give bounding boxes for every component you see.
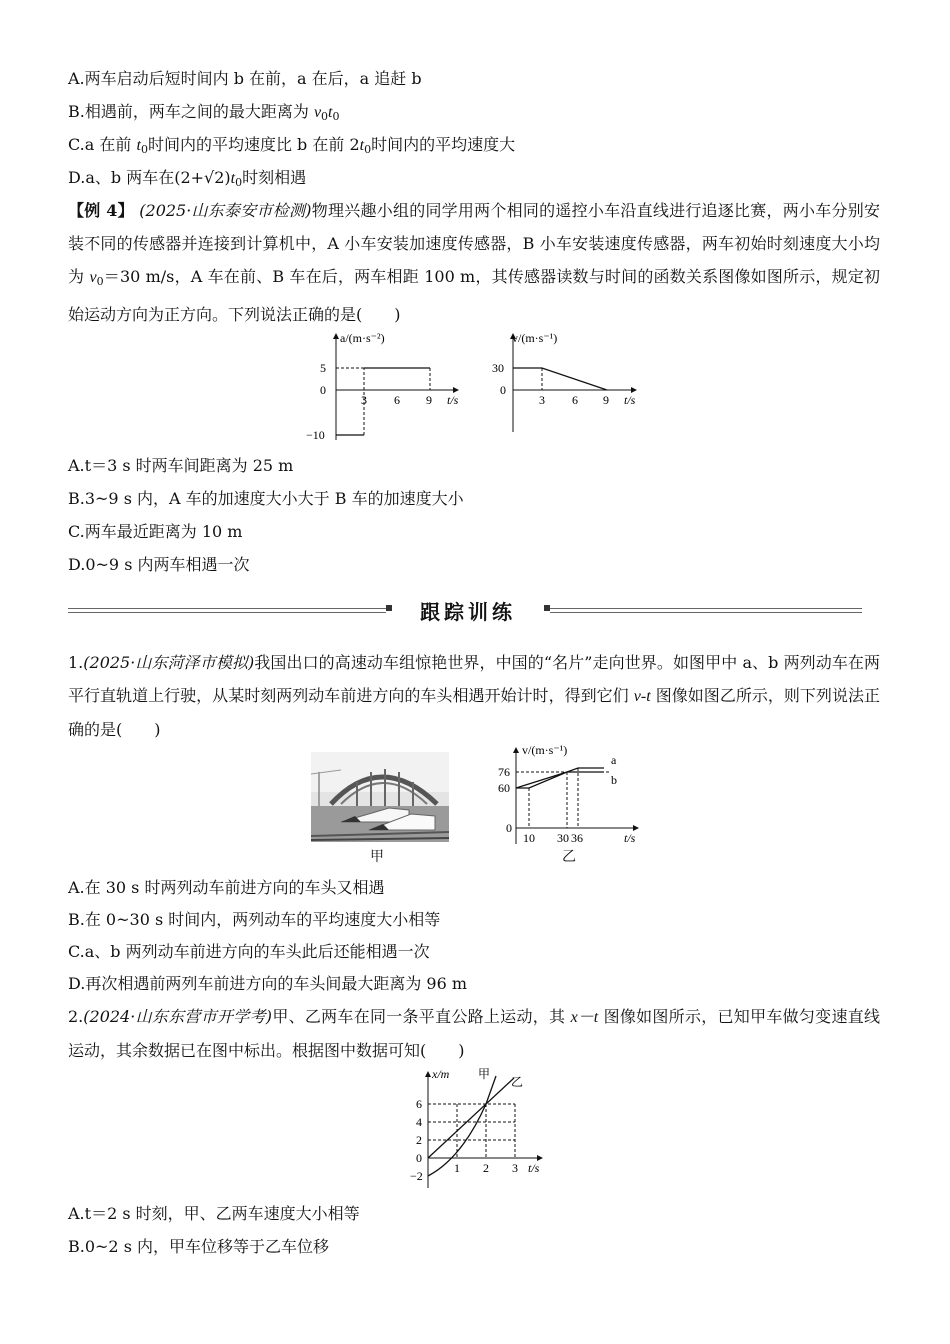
prev-option-d: D.a、b 两车在$(2+√2)t_0$时刻相遇 — [68, 168, 307, 189]
yi-label: 乙 — [511, 1075, 524, 1089]
tick-10: 10 — [523, 831, 535, 845]
example-4-stem: 【例 4】 (2025·山东泰安市检测)物理兴趣小组的同学用两个相同的遥控小车沿直线进行追逐比赛，两小车分别安装不同的传感器并连接到计算机中，A 小车安装加速度传感器，B 小车安装速度传感器，两车初始时刻速度大小均为 $v_0=30$ m/s，A 车在前、B 车在后，两车相距 100 m，其传感器读数与时间的函数关系图像如图所示，规定初始运动方向为正方向。下列说法正确的是( ) — [68, 201, 881, 324]
figure-jia-caption: 甲 — [370, 849, 384, 865]
y-axis-label: a/(m·s⁻²) — [340, 331, 385, 345]
example-4-option-a: A.t＝3 s 时两车间距离为 25 m — [68, 456, 294, 475]
section-rule-right — [550, 608, 862, 613]
prev-option-b: B.相遇前，两车之间的最大距离为 $v_0t_0$ — [68, 102, 340, 123]
tick-30: 30 — [557, 831, 569, 845]
y-axis-label: v/(m·s⁻¹) — [512, 331, 558, 345]
tick-5: 5 — [320, 361, 326, 375]
prev-option-c: C.a 在前 $t_0$时间内的平均速度比 b 在前 $2t_0$时间内的平均速度大 — [68, 135, 516, 156]
prev-option-a: A.两车启动后短时间内 b 在前，a 在后，a 追赶 b — [68, 69, 422, 88]
series-v — [513, 368, 607, 390]
tick-76: 76 — [498, 765, 510, 779]
x-axis-label: t/s — [624, 393, 636, 407]
train-velocity-graph — [492, 742, 644, 846]
tick-0: 0 — [500, 383, 506, 397]
jia-label: 甲 — [478, 1067, 491, 1081]
question-1-option-b: B.在 0~30 s 时间内，两列动车的平均速度大小相等 — [68, 910, 441, 929]
series-b-label: b — [611, 773, 617, 787]
tick-6: 6 — [572, 393, 578, 407]
tick-2: 2 — [483, 1161, 489, 1175]
question-2-option-a: A.t＝2 s 时刻，甲、乙两车速度大小相等 — [68, 1204, 360, 1223]
example-tag: 【例 4】 — [68, 201, 134, 220]
tick-0: 0 — [320, 383, 326, 397]
train-bridge-illustration — [311, 752, 449, 842]
tick-9: 9 — [603, 393, 609, 407]
tick-neg10: −10 — [306, 428, 325, 442]
tick-0: 0 — [416, 1151, 422, 1165]
tick-6: 6 — [394, 393, 400, 407]
sqrt-expression: √2 — [204, 168, 225, 187]
section-dot-left — [386, 605, 392, 611]
figure-yi-caption: 乙 — [562, 849, 576, 865]
example-4-option-c: C.两车最近距离为 10 m — [68, 522, 243, 541]
x-axis-label: t/s — [528, 1161, 540, 1175]
question-1-stem: 1.(2025·山东菏泽市模拟)我国出口的高速动车组惊艳世界，中国的“名片”走向世界。如图甲中 a、b 两列动车在两平行直轨道上行驶，从某时刻两列动车前进方向的车头相遇开始计时，得到它们 v-t 图像如图乙所示，则下列说法正确的是( ) — [68, 653, 880, 739]
position-time-graph — [408, 1066, 548, 1192]
tick-2: 2 — [416, 1133, 422, 1147]
question-1-option-c: C.a、b 两列动车前进方向的车头此后还能相遇一次 — [68, 942, 430, 961]
series-a-label: a — [611, 753, 617, 767]
question-1-option-d: D.再次相遇前两列车前进方向的车头间最大距离为 96 m — [68, 974, 468, 993]
series-a — [516, 768, 604, 788]
example-4-option-b: B.3~9 s 内，A 车的加速度大小大于 B 车的加速度大小 — [68, 489, 464, 508]
question-1-option-a: A.在 30 s 时两列动车前进方向的车头又相遇 — [68, 878, 385, 897]
train-bridge-photo — [311, 752, 449, 842]
series-b — [516, 772, 604, 788]
y-axis-label: x/m — [432, 1067, 450, 1081]
section-rule-left — [68, 608, 386, 613]
tick-4: 4 — [416, 1115, 422, 1129]
tick-neg2: −2 — [410, 1169, 423, 1183]
tick-6: 6 — [416, 1097, 422, 1111]
question-2-option-b: B.0~2 s 内，甲车位移等于乙车位移 — [68, 1237, 329, 1256]
tick-3: 3 — [361, 393, 367, 407]
x-axis-label: t/s — [624, 831, 636, 845]
example-4-option-d: D.0~9 s 内两车相遇一次 — [68, 555, 250, 574]
acceleration-time-graph — [300, 328, 470, 448]
tick-3: 3 — [539, 393, 545, 407]
question-2-stem: 2.(2024·山东东营市开学考)甲、乙两车在同一条平直公路上运动，其 x－t 图像如图所示，已知甲车做匀变速直线运动，其余数据已在图中标出。根据图中数据可知( ) — [68, 1007, 880, 1060]
tick-60: 60 — [498, 781, 510, 795]
tick-36: 36 — [571, 831, 583, 845]
example-source: (2025·山东泰安市检测) — [139, 201, 312, 220]
tick-3: 3 — [512, 1161, 518, 1175]
series-yi — [428, 1078, 514, 1158]
tick-30: 30 — [492, 361, 504, 375]
tick-9: 9 — [426, 393, 432, 407]
section-header — [68, 596, 868, 624]
section-title: 跟踪训练 — [420, 600, 516, 624]
velocity-time-graph — [488, 328, 648, 436]
tick-1: 1 — [454, 1161, 460, 1175]
x-axis-label: t/s — [447, 393, 459, 407]
y-axis-label: v/(m·s⁻¹) — [522, 743, 568, 757]
tick-0: 0 — [506, 821, 512, 835]
